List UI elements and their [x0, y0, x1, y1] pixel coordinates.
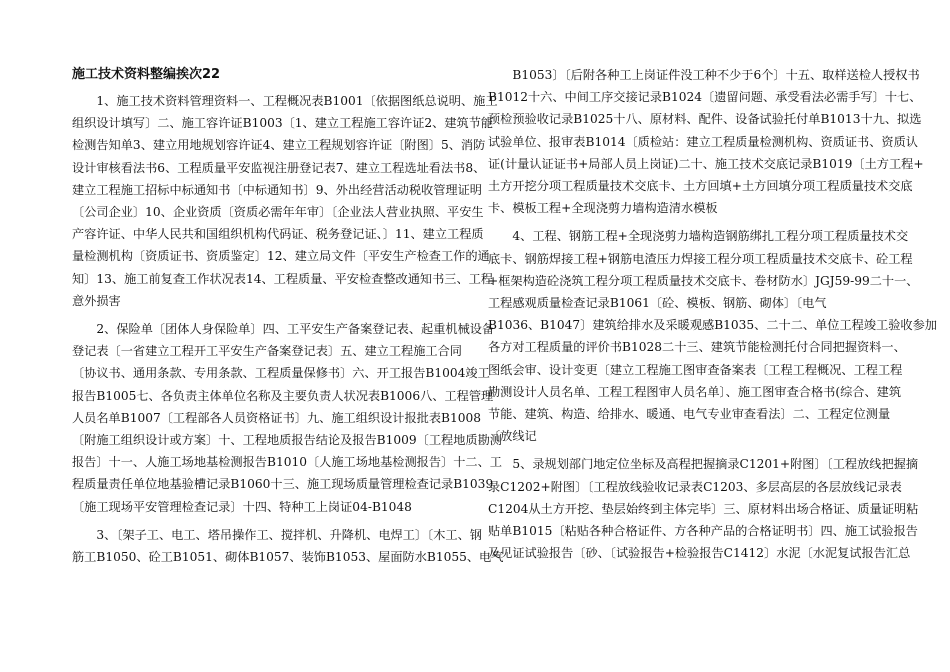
text-line: 知〕13、施工前复查工作状况表14、工程质量、平安检查整改通知书三、工程 — [72, 271, 494, 286]
text-line: 证(计量认证证书+局部人员上岗证)二十、施工技术交底记录B1019〔土方工程+ — [488, 156, 924, 171]
paragraph — [488, 64, 924, 219]
text-line: 设计审核看法书6、工程质量平安监视注册登记表7、建立工程选址看法书8、 — [72, 160, 486, 175]
text-line: 组织设计填写〕二、施工容许证B1003〔1、建立工程施工容许证2、建筑节能 — [72, 116, 494, 131]
text-line: 程质量责任单位地基验槽记录B1060十三、施工现场质量管理检查记录B1039 — [72, 477, 494, 492]
text-line: 节能、建筑、构造、给排水、暖通、电气专业审查看法〕二、工程定位测量 — [488, 407, 891, 422]
text-line: 2、保险单〔团体人身保险单〕四、工平安生产备案登记表、起重机械设备 — [96, 322, 495, 337]
text-line: 筋工B1050、砼工B1051、砌体B1057、装饰B1053、屋面防水B1055、电气 — [72, 550, 504, 565]
right-column — [488, 64, 937, 570]
text-line: 检测告知单3、建立用地规划容许证4、建立工程规划容许证〔附图〕5、消防 — [72, 138, 486, 153]
text-line: 报告〕十一、人施工场地基检测报告B1010〔人施工场地基检测报告〕十二、工 — [72, 455, 502, 470]
text-line: 4、工程、钢筋工程+全现浇剪力墙构造钢筋绑扎工程分项工程质量技术交 — [512, 229, 909, 244]
text-line: 〔附施工组织设计或方案〕十、工程地质报告结论及报告B1009〔工程地质勘测 — [72, 433, 502, 448]
text-line: 图纸会审、设计变更〔建立工程施工图审查备案表〔工程工程概况、工程工程 — [488, 362, 903, 377]
text-line: 建立工程施工招标中标通知书〔中标通知书〕9、外出经营活动税收管理证明 — [72, 182, 482, 197]
text-line: +框架构造砼浇筑工程分项工程质量技术交底卡、卷材防水〕JGJ59-99二十一、 — [488, 273, 919, 288]
text-line: 1、施工技术资料管理资料一、工程概况表B1001〔依据图纸总说明、施工 — [96, 94, 498, 108]
text-line: 预检预验收记录B1025十八、原材料、配件、设备试验托付单B1013十九、拟选 — [488, 112, 922, 127]
text-line: 5、录规划部门地定位坐标及高程把握摘录C1201+附图〕〔工程放线把握摘 — [512, 457, 919, 472]
text-line: 各方对工程质量的评价书B1028二十三、建筑节能检测托付合同把握资料一、 — [488, 340, 906, 355]
left-column — [72, 64, 504, 574]
paragraph — [72, 524, 504, 568]
paragraph — [488, 453, 919, 564]
text-line: 〔公司企业〕10、企业资质〔资质必需年年审〕〔企业法人营业执照、平安生 — [72, 205, 484, 220]
text-line: 录C1202+附图〕〔工程放线验收记录表C1203、多层高层的各层放线记录表 — [488, 479, 902, 494]
paragraph — [488, 225, 937, 447]
paragraph — [72, 90, 498, 312]
text-line: 〔协议书、通用条款、专用条款、工程质量保修书〕六、开工报告B1004竣工 — [72, 366, 490, 381]
paragraph — [72, 318, 502, 518]
text-line: 〔放线记 — [488, 429, 537, 444]
text-line: 及见证试验报告〔砂、〔试验报告+检验报告C1412〕水泥〔水泥复试报告汇总 — [488, 546, 911, 561]
text-line: 人员名单B1007〔工程部各人员资格证书〕九、施工组织设计报批表B1008 — [72, 410, 482, 425]
document-title: 施工技术资料整编挨次22 — [72, 67, 221, 82]
text-line: 〔施工现场平安管理检查记录〕十四、特种工上岗证04-B1048 — [72, 499, 412, 514]
text-line: B1036、B1047〕建筑给排水及采暖观感B1035、二十二、单位工程竣工验收参加 — [488, 318, 937, 333]
text-line: 卡、模板工程+全现浇剪力墙构造清水模板 — [488, 201, 718, 216]
text-line: 意外损害 — [72, 293, 121, 308]
text-line: 报告B1005七、各负责主体单位名称及主要负责人状况表B1006八、工程管理 — [72, 388, 494, 403]
text-line: B1053〕〔后附各种工上岗证件没工种不少于6个〕十五、取样送检人授权书 — [512, 68, 920, 82]
text-line: 登记表〔一省建立工程开工平安生产备案登记表〕五、建立工程施工合同 — [72, 344, 462, 359]
text-line: 勘测设计人员名单、工程工程图审人员名单〕、施工图审查合格书(综合、建筑 — [488, 384, 902, 399]
text-line: 贴单B1015〔粘贴各种合格证件、方各种产品的合格证明书〕四、施工试验报告 — [488, 524, 918, 539]
text-line: 3、〔架子工、电工、塔吊操作工、搅拌机、升降机、电焊工〕〔木工、钢 — [96, 527, 482, 542]
text-line: 土方开挖分项工程质量技术交底卡、土方回填+土方回填分项工程质量技术交底 — [488, 179, 913, 194]
text-line: B1012十六、中间工序交接记录B1024〔遗留问题、承受看法必需手写〕十七、 — [488, 90, 922, 105]
text-line: 试验单位、报审表B1014〔质检站：建立工程质量检测机构、资质证书、资质认 — [488, 134, 918, 149]
text-line: 产容许证、中华人民共和国组织机构代码证、税务登记证、〕11、建立工程质 — [72, 227, 484, 242]
left-column-body — [72, 90, 504, 568]
text-line: 量检测机构〔资质证书、资质鉴定〕12、建立局文件〔平安生产检查工作的通 — [72, 249, 490, 264]
text-line: C1204从土方开挖、垫层始终到主体完毕〕三、原材料出场合格证、质量证明粘 — [488, 501, 919, 516]
text-line: 工程感观质量检查记录B1061〔砼、模板、钢筋、砌体〕〔电气 — [488, 296, 827, 311]
text-line: 底卡、钢筋焊接工程+钢筋电渣压力焊接工程分项工程质量技术交底卡、砼工程 — [488, 251, 913, 266]
right-column-body — [488, 64, 937, 564]
